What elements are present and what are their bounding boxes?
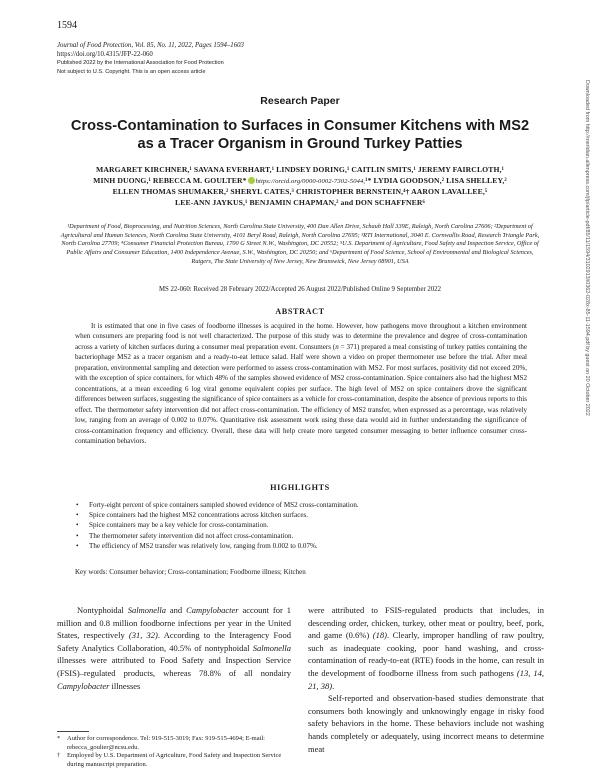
orcid-link[interactable]: https://orcid.org/0000-0002-7302-5044, (255, 177, 366, 185)
list-item: • Spice containers had the highest MS2 concentrations across kitchen surfaces. (75, 510, 527, 520)
affiliations: ¹Department of Food, Bioprocessing, and Nutrition Sciences, North Carolina State University, 400 Dan Allen Drive, Schaub Hall 339E, Raleigh, North Carolina 27606; ²Department of Agricultural and Human Sciences, North Carolina State University, 4101 Beryl Road, Raleigh, North Carolina 27695; ³RTI International, 3040 E. Cornwallis Road, Research Triangle Park, North Carolina 27709; ⁴Consumer Financial Protection Bureau, 1700 G Street N.W., Washington, DC 20552; ⁵U.S. Department of Agriculture, Food Safety and Inspection Service, Office of Public Affairs and Consumer Education, 1400 Independence Avenue, S.W., Washington, DC 20250; and ⁶Department of Food Science, School of Environmental and Biological Sciences, Rutgers, The State University of New Jersey, New Brunswick, New Jersey 08901, USA (60, 223, 540, 265)
footnote: † Employed by U.S. Department of Agriculture, Food Safety and Inspection Service during manuscript preparation. (57, 752, 282, 768)
author-line: MARGARET KIRCHNER,¹ SAVANA EVERHART,¹ LINDSEY DORING,¹ CAITLIN SMITS,¹ JEREMY FAIRCLOTH,¹ (96, 165, 504, 174)
body-column-left: Nontyphoidal Salmonella and Campylobacter account for 1 million and 0.8 million foodborne infections per year in the United States, respectively (31, 32). According to the Interagency Food Safety Analytics Collaboration, 40.5% of nontyphoidal Salmonella illnesses were attributed to Food Safety and Inspection Service (FSIS)–regulated products, whereas 78.8% of all nondairy Campylobacter illnesses (57, 605, 292, 691)
list-item: • Forty-eight percent of spice containers sampled showed evidence of MS2 cross-contamination. (75, 500, 527, 510)
list-item: • Spice containers may be a key vehicle for cross-contamination. (75, 520, 527, 530)
highlights-heading: HIGHLIGHTS (270, 483, 330, 492)
highlights-list (75, 500, 527, 551)
orcid-icon[interactable] (248, 177, 255, 184)
abstract-text: It is estimated that one in five cases of foodborne illnesses is acquired in the home. However, how pathogens move throughout a kitchen environment when consumers are preparing food is not well characterized. The purpose of this study was to determine the prevalence and degree of cross-contamination across a variety of kitchen surfaces during a consumer meal preparation event. Consumers (n = 371) prepared a meal consisting of turkey patties containing the bacteriophage MS2 as a tracer organism and a ready-to-eat lettuce salad. Half were shown a video on proper thermometer use before the trial. After meal preparation, environmental sampling and detection were performed to assess cross-contamination with MS2. For most surfaces, positivity did not exceed 20%, with the exception of spice containers, for which 48% of the samples showed evidence of MS2 cross-contamination. Spice containers also had the highest MS2 concentrations, at a mean exceeding 6 log viral genome equivalent copies per surface. The high level of MS2 on spice containers drove the significant differences between surfaces, suggesting the significance of spice containers as a vehicle for cross-contamination, despite the absence of previous reports to this effect. The thermometer safety intervention did not affect cross-contamination. The efficiency of MS2 transfer, when expressed as a percentage, was relatively low, ranging from an average of 0.002 to 0.07%. Quantitative risk assessment work using these data would aid in further understanding the significance of cross-contamination frequency and efficiency. Overall, these data will help create more targeted consumer messaging to better influence consumer cross-contamination behaviors. (75, 322, 527, 445)
body-column-right (308, 604, 544, 755)
journal-doi[interactable]: https://doi.org/10.4315/JFP-22-060 (57, 50, 153, 58)
download-notice: Downloaded from http://meridian.allenpress.com/jfp/article-pdf/85/11/1594/3102913/i0362-028x-85-11-1594.pdf by guest on 20 October 2022 (584, 80, 590, 416)
list-item: • The efficiency of MS2 transfer was relatively low, ranging from 0.002 to 0.07%. (75, 541, 527, 551)
reference-link[interactable]: (31, 32) (128, 630, 158, 641)
list-item: • The thermometer safety intervention did not affect cross-contamination. (75, 531, 527, 541)
abstract-heading: ABSTRACT (275, 307, 325, 316)
footnotes (57, 735, 291, 769)
download-sidebar (583, 80, 591, 720)
paragraph: were attributed to FSIS-regulated products that includes, in descending order, chicken, turkey, other meat or poultry, beef, pork, and game (0.6%) (18). Clearly, improper handling of raw poultry, such as inadequate cooking, poor hand washing, and cross-contamination of ready-to-eat (RTE) foods in the home, can result in the development of foodborne illness from such pathogens (13, 14, 21, 38). (308, 605, 544, 691)
author-line: MINH DUONG,¹ REBECCA M. GOULTER* https://orcid.org/0000-0002-7302-5044,¹* LYDIA GOODSON,² LISA SHELLEY,² (93, 175, 507, 185)
footnote: * Author for correspondence. Tel: 919-515-3019; Fax: 919-515-4694; E-mail: rebecca_goulter@ncsu.edu. (57, 735, 265, 751)
article-title: Cross-Contamination to Surfaces in Consumer Kitchens with MS2 as a Tracer Organism in Ground Turkey Patties (70, 118, 530, 152)
reference-link[interactable]: (18) (372, 630, 387, 641)
section-label: Research Paper (260, 95, 340, 107)
publisher-line: Published 2022 by the International Association for Food Protection (57, 60, 224, 67)
author-line: ELLEN THOMAS SHUMAKER,² SHERYL CATES,³ CHRISTOPHER BERNSTEIN,⁴† AARON LAVALLEE,⁵ (112, 187, 488, 197)
journal-citation: Journal of Food Protection, Vol. 85, No. 11, 2022, Pages 1594–1603 (57, 42, 244, 49)
author-list (60, 165, 540, 208)
paragraph: Self-reported and observation-based studies demonstrate that consumers both knowingly and unknowingly engage in risky food safety behaviors in the home. These behaviors include not washing hands completely or adequately, using incorrect means to determine meat (308, 693, 544, 754)
copyright-line: Not subject to U.S. Copyright. This is an open access article (57, 68, 206, 75)
reference-link[interactable]: (13, 14, 21, 38) (308, 667, 544, 691)
journal-header (57, 42, 244, 76)
page-number: 1594 (57, 20, 77, 31)
author-line: LEE-ANN JAYKUS,¹ BENJAMIN CHAPMAN,² and DON SCHAFFNER⁶ (175, 197, 425, 207)
keywords: Key words: Consumer behavior; Cross-contamination; Foodborne illness; Kitchen (75, 568, 306, 576)
manuscript-dates: MS 22-060: Received 28 February 2022/Accepted 26 August 2022/Published Online 9 September 2022 (158, 286, 442, 293)
footnote-divider (57, 731, 89, 732)
